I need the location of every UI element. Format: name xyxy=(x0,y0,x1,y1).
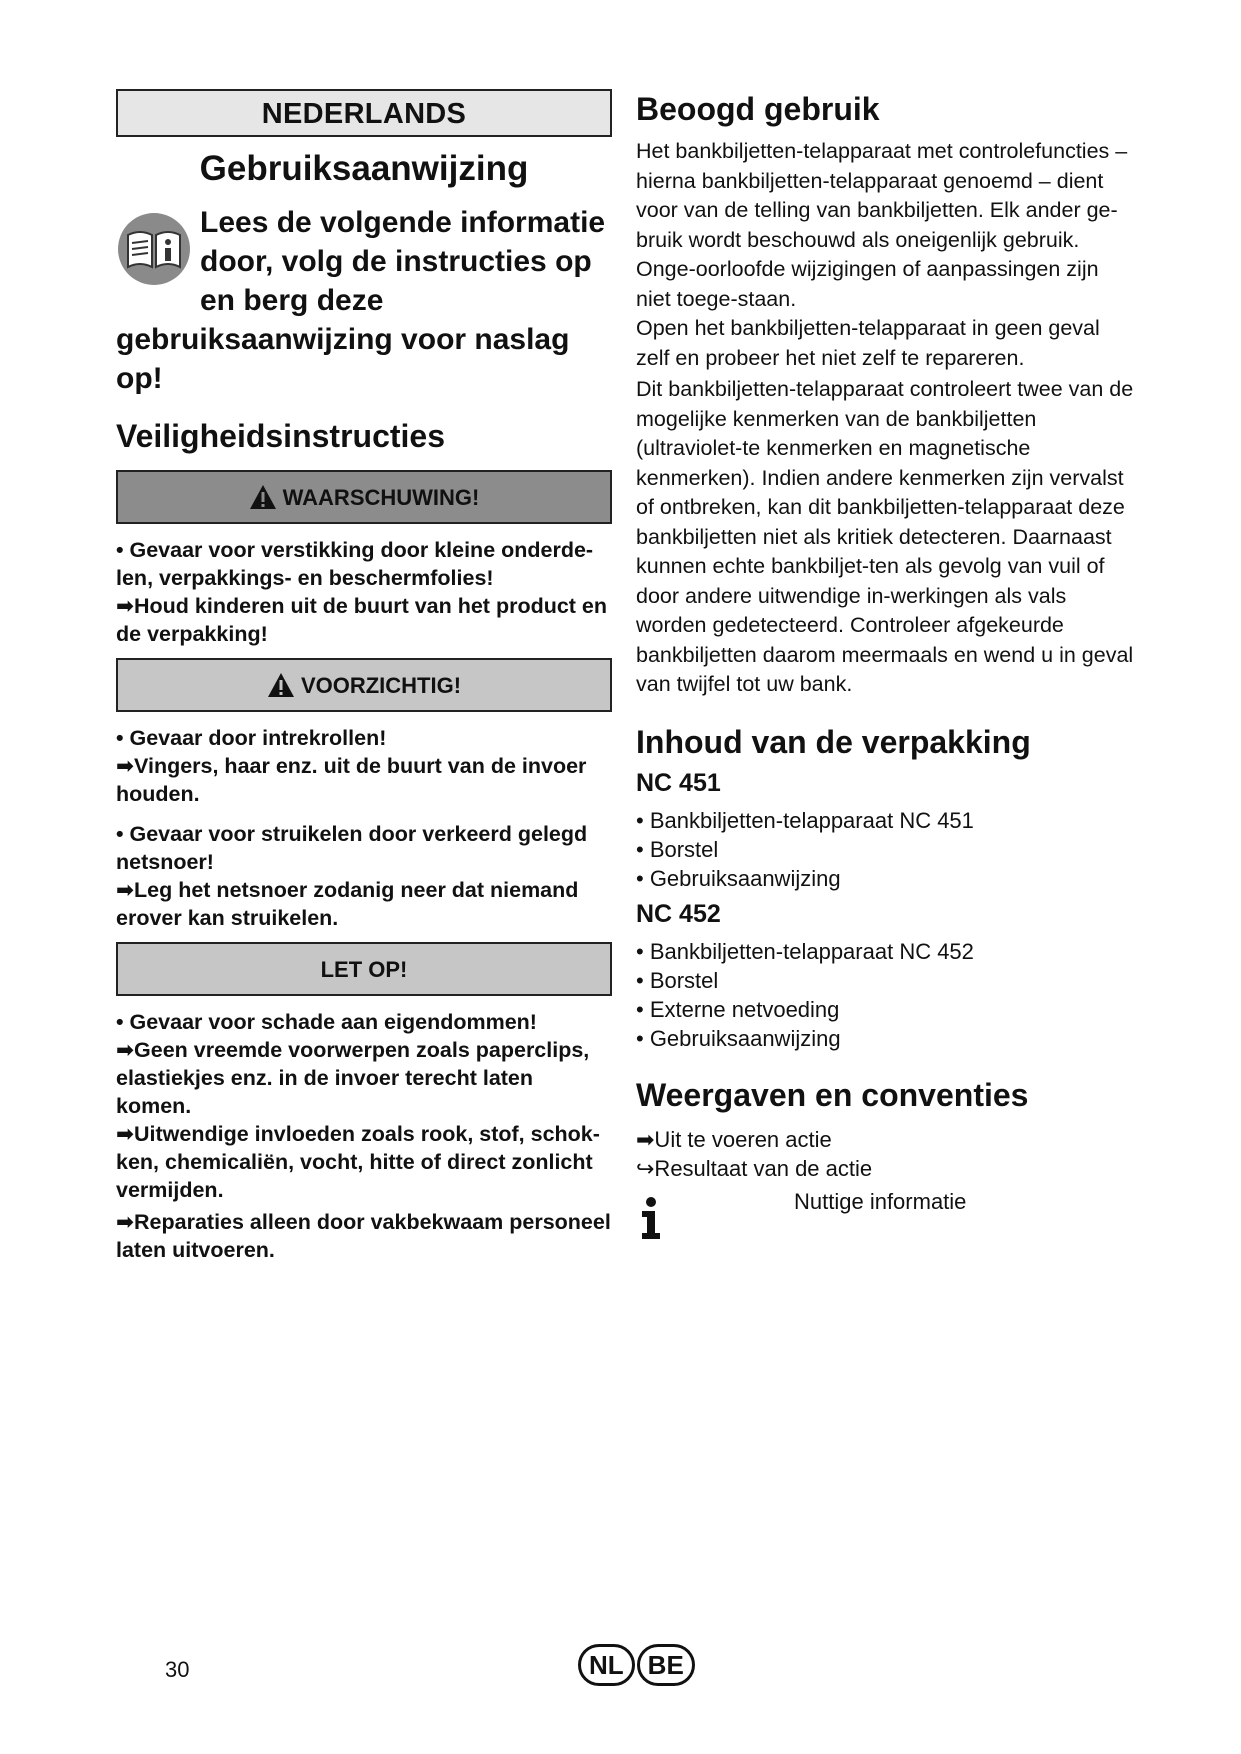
warning-line: ➡Houd kinderen uit de buurt van het product en de verpakking! xyxy=(116,594,608,646)
caution-line: • Gevaar voor struikelen door verkeerd gelegd netsnoer! xyxy=(116,822,588,874)
conventions-list xyxy=(636,1125,1136,1237)
intro-text: Lees de volgende informatie door, volg de instructies op en berg deze gebruiksaanwijzing voor naslag op! xyxy=(116,206,606,395)
warning-label: WAARSCHUWING! xyxy=(282,485,480,510)
convention-result: ↪Resultaat van de actie xyxy=(636,1155,873,1181)
warning-banner xyxy=(116,470,612,524)
model-heading: NC 452 xyxy=(636,899,721,928)
info-icon xyxy=(638,1197,664,1239)
list-item: • Gebruiksaanwijzing xyxy=(636,1025,841,1051)
document-title: Gebruiksaanwijzing xyxy=(199,149,529,188)
convention-info-text: Nuttige informatie xyxy=(794,1188,967,1214)
list-item: • Borstel xyxy=(636,836,719,862)
model-2-items xyxy=(636,937,1136,1053)
model-heading: NC 451 xyxy=(636,768,721,797)
notice-text-2 xyxy=(116,1208,612,1264)
right-column xyxy=(636,89,1136,1237)
caution-banner xyxy=(116,658,612,712)
notice-line: • Gevaar voor schade aan eigendommen! xyxy=(116,1010,537,1034)
notice-line: ➡Reparaties alleen door vakbekwaam personeel laten uitvoeren. xyxy=(116,1210,611,1262)
left-column xyxy=(116,89,612,1264)
country-badge-nl: NL xyxy=(578,1644,635,1686)
language-banner: NEDERLANDS xyxy=(116,89,612,137)
notice-line: ➡Geen vreemde voorwerpen zoals paperclips, elastiekjes enz. in de invoer terecht laten komen. xyxy=(116,1038,590,1118)
caution-line: • Gevaar door intrekrollen! xyxy=(116,726,387,750)
intro-notice xyxy=(116,203,612,398)
convention-info-row xyxy=(636,1187,1136,1237)
caution-text-2 xyxy=(116,820,612,932)
notice-banner xyxy=(116,942,612,996)
list-item: • Bankbiljetten-telapparaat NC 452 xyxy=(636,938,974,964)
list-item: • Gebruiksaanwijzing xyxy=(636,865,841,891)
intended-use-heading: Beoogd gebruik xyxy=(636,91,880,127)
warning-line: • Gevaar voor verstikking door kleine onderde-len, verpakkings- en beschermfolies! xyxy=(116,538,594,590)
warning-triangle-icon xyxy=(249,484,277,510)
model-1-items xyxy=(636,806,1136,893)
list-item: • Borstel xyxy=(636,967,719,993)
notice-text-1 xyxy=(116,1008,612,1204)
country-badge-be: BE xyxy=(637,1644,695,1686)
page-number: 30 xyxy=(165,1657,190,1682)
conventions-heading: Weergaven en conventies xyxy=(636,1076,1029,1113)
list-item: • Bankbiljetten-telapparaat NC 451 xyxy=(636,807,974,833)
country-badges xyxy=(578,1644,697,1688)
convention-action: ➡Uit te voeren actie xyxy=(636,1126,832,1152)
warning-triangle-icon xyxy=(267,672,295,698)
read-manual-icon xyxy=(116,211,192,287)
notice-label: LET OP! xyxy=(320,957,408,982)
warning-text xyxy=(116,536,612,648)
safety-heading: Veiligheidsinstructies xyxy=(116,418,445,454)
intended-use-paragraph: Open het bankbiljetten-telapparaat in geen geval zelf en probeer het niet zelf te repareren. xyxy=(636,316,1100,370)
list-item: • Externe netvoeding xyxy=(636,996,840,1022)
contents-heading: Inhoud van de verpakking xyxy=(636,723,1031,760)
caution-line: ➡Vingers, haar enz. uit de buurt van de invoer houden. xyxy=(116,754,587,806)
intended-use-paragraph: Het bankbiljetten-telapparaat met controlefuncties – hierna bankbiljetten-telapparaat genoemd – dient voor van de telling van bankbiljetten. Elk ander ge-bruik wordt beschouwd als oneigenlijk gebruik. Onge-oorloofde wijzigingen of aanpassingen zijn niet toege-staan. xyxy=(636,139,1128,311)
caution-label: VOORZICHTIG! xyxy=(300,673,462,698)
intended-use-paragraph: Dit bankbiljetten-telapparaat controleert twee van de mogelijke kenmerken van de bankbiljetten (ultraviolet-te kenmerken en magnetische kenmerken). Indien andere kenmerken zijn vervalst of ontbreken, kan dit bankbiljetten-telapparaat deze bankbiljetten niet als kritiek detecteren. Daarnaast kunnen echte bankbiljet-ten als gevolg van vuil of door andere uitwendige in-werkingen als vals worden gedetecteerd. Controleer afgekeurde bankbiljetten daarom meermaals en wend u in geval van twijfel tot uw bank. xyxy=(636,377,1134,696)
notice-line: ➡Uitwendige invloeden zoals rook, stof, schok-ken, chemicaliën, vocht, hitte of direct zonlicht vermijden. xyxy=(116,1122,600,1202)
caution-text-1 xyxy=(116,724,612,808)
caution-line: ➡Leg het netsnoer zodanig neer dat niemand erover kan struikelen. xyxy=(116,878,579,930)
